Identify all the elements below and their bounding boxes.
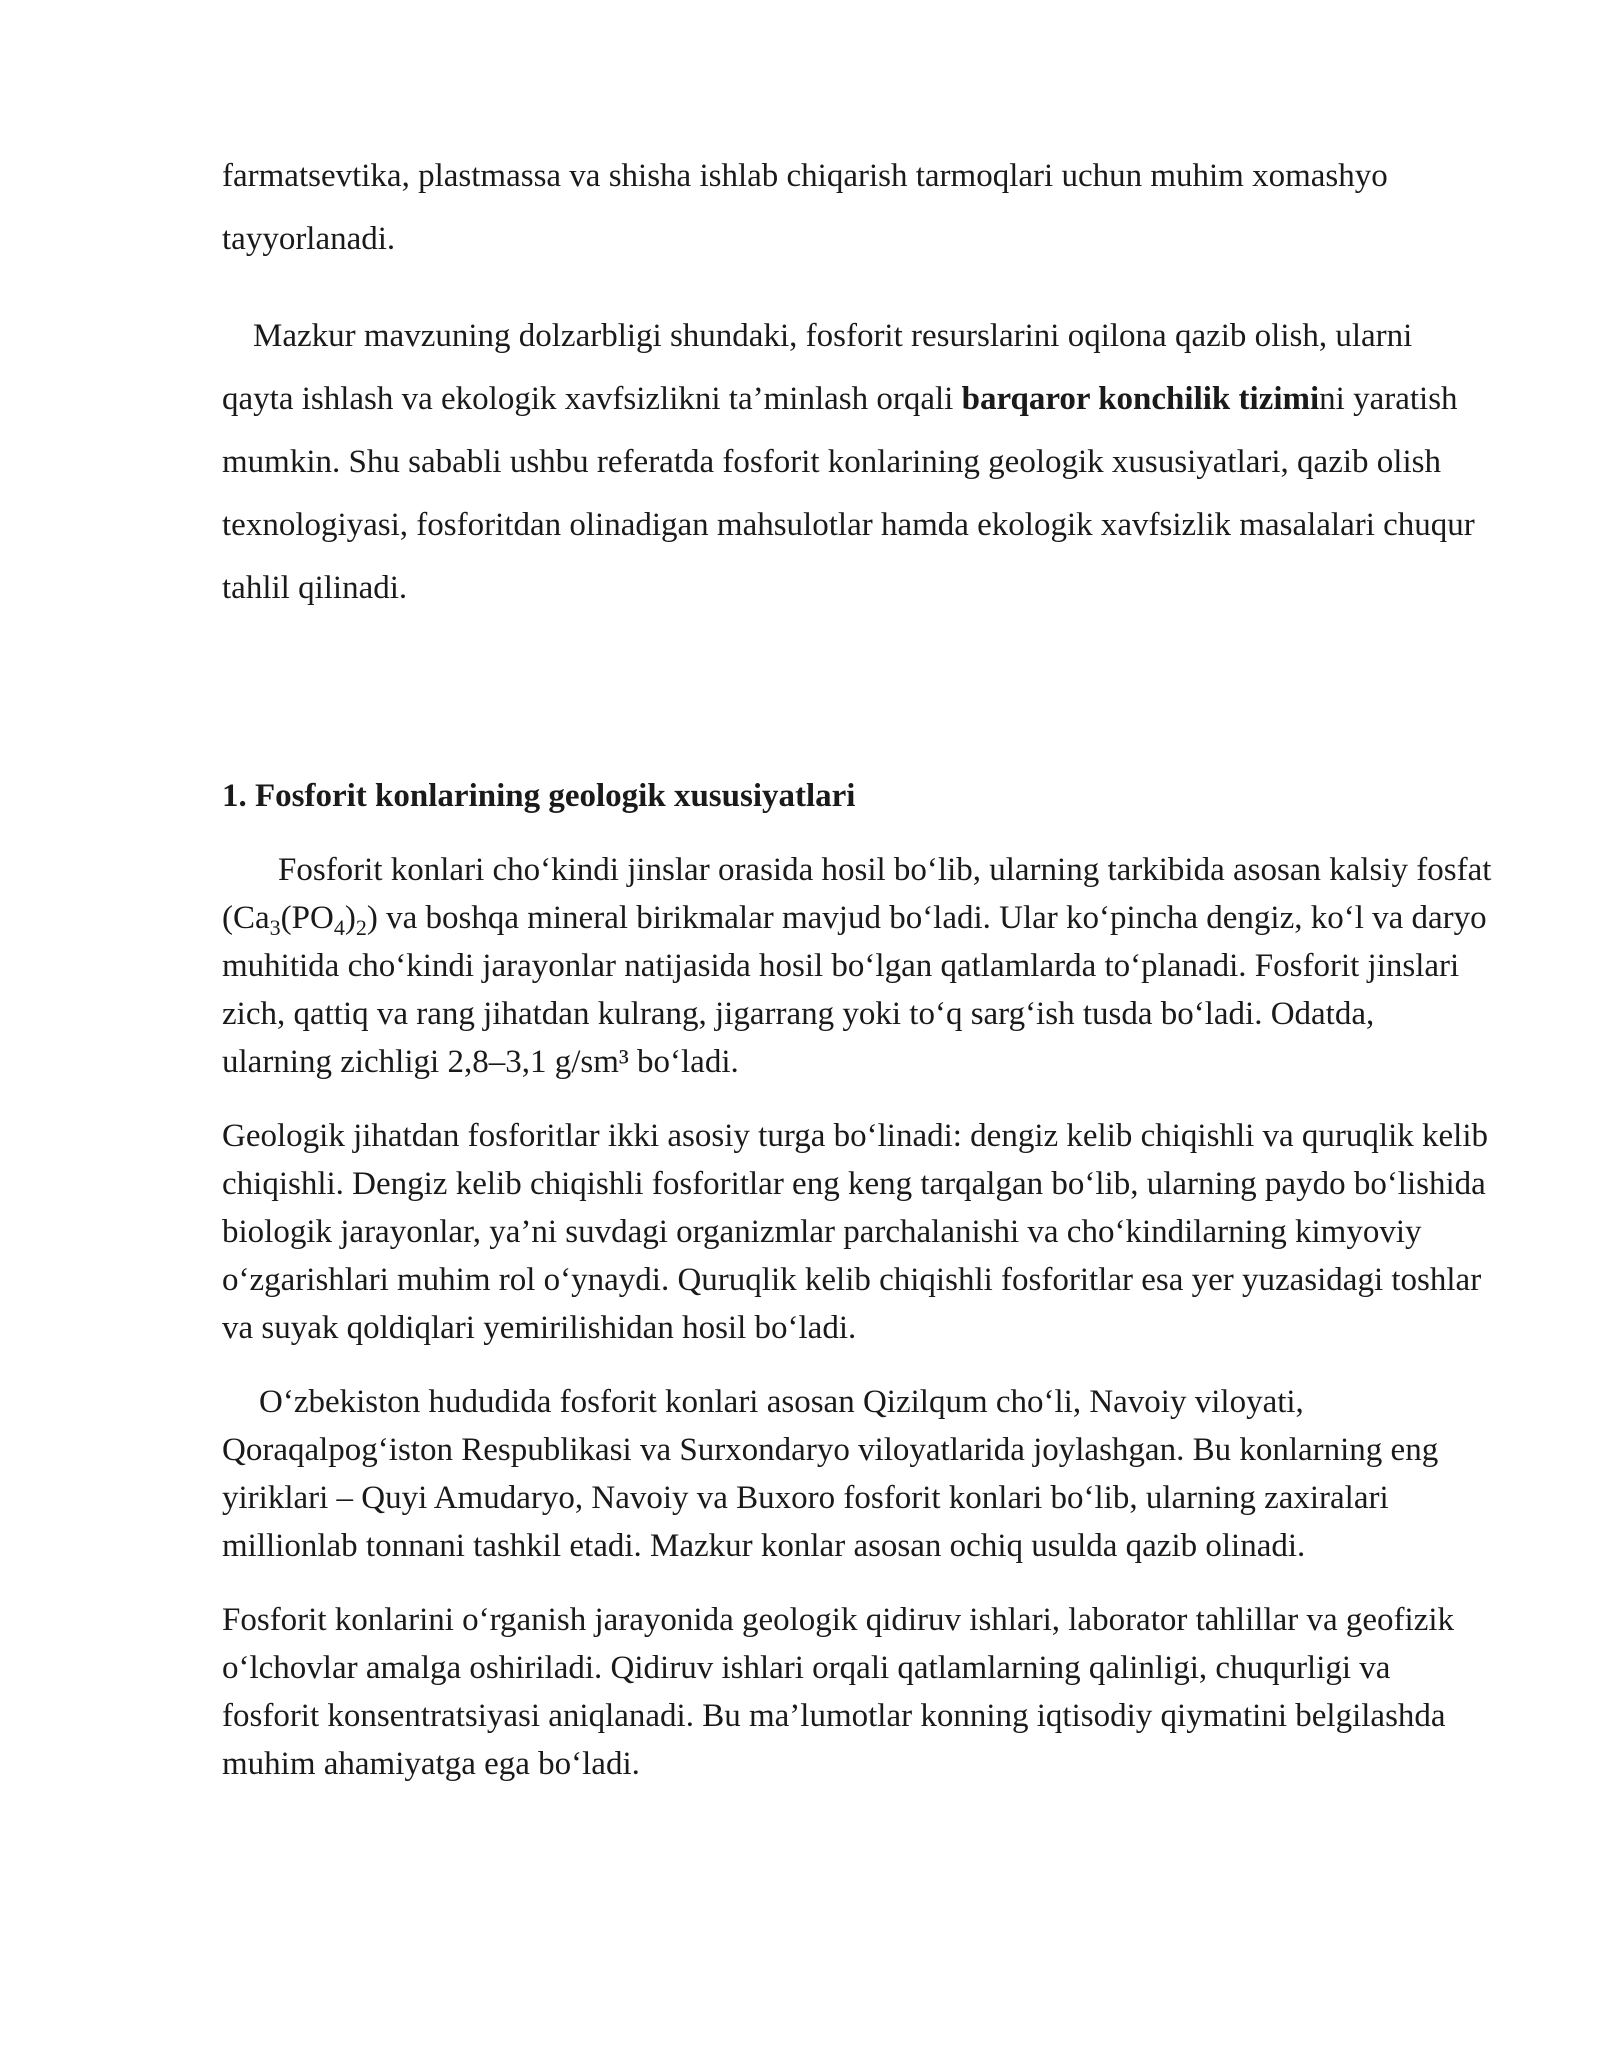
section-paragraph-4: Fosforit konlarini o‘rganish jarayonida geologik qidiruv ishlari, laborator tahlillar va geofizik o‘lchovlar amalga oshiriladi. Qidiruv ishlari orqali qatlamlarning qalinligi, chuqurligi va fosforit konsentratsiyasi aniqlanadi. Bu ma’lumotlar konning iqtisodiy qiymatini belgilashda muhim ahamiyatga ega bo‘ladi. [222,1602,1455,1782]
formula-subscript-po: 4 [333,915,345,940]
formula-subscript-group: 2 [355,915,367,940]
paragraph-1-text-end: ) va boshqa mineral birikmalar mavjud bo‘ladi. Ular ko‘pincha dengiz, ko‘l va daryo muhitida cho‘kindi jarayonlar natijasida hosil bo‘lgan qatlamlarda to‘planadi. Fosforit jinslari zich, qattiq va rang jihatdan kulrang, jigarrang yoki to‘q sarg‘ish tusda bo‘ladi. Odatda, ularning zichligi 2,8–3,1 g/sm³ bo‘ladi. [222,900,1487,1080]
document-page [222,145,1492,1788]
relevance-paragraph [222,305,1492,620]
paragraph-1-text-start: Fosforit konlari cho‘kindi jinslar orasida hosil bo‘lib, ularning tarkibida asosan kalsiy fosfat (Ca [222,852,1492,936]
relevance-text-start: Mazkur mavzuning dolzarbligi shundaki, fosforit resurslarini oqilona qazib olish, ularni qayta ishlash va ekologik xavfsizlikni ta’minlash orqali [222,318,1413,417]
relevance-bold-term: barqaror konchilik tizimi [961,381,1320,417]
section-paragraph-3: O‘zbekiston hududida fosforit konlari asosan Qizilqum cho‘li, Navoiy viloyati, Qoraqalpog‘iston Respublikasi va Surxondaryo viloyatlarida joylashgan. Bu konlarning eng yiriklari – Quyi Amudaryo, Navoiy va Buxoro fosforit konlari bo‘lib, ularning zaxiralari millionlab tonnani tashkil etadi. Mazkur konlar asosan ochiq usulda qazib olinadi. [222,1384,1439,1564]
relevance-text-end: ni yaratish mumkin. Shu sababli ushbu referatda fosforit konlarining geologik xususiyatlari, qazib olish texnologiyasi, fosforitdan olinadigan mahsulotlar hamda ekologik xavfsizlik masalalari chuqur tahlil qilinadi. [222,381,1475,606]
formula-close-paren: ) [344,900,356,936]
section-paragraph-2: Geologik jihatdan fosforitlar ikki asosiy turga bo‘linadi: dengiz kelib chiqishli va quruqlik kelib chiqishli. Dengiz kelib chiqishli fosforitlar eng keng tarqalgan bo‘lib, ularning paydo bo‘lishida biologik jarayonlar, ya’ni suvdagi organizmlar parchalanishi va cho‘kindilarning kimyoviy o‘zgarishlari muhim rol o‘ynaydi. Quruqlik kelib chiqishli fosforitlar esa yer yuzasidagi toshlar va suyak qoldiqlari yemirilishidan hosil bo‘ladi. [222,1118,1488,1346]
formula-subscript-ca: 3 [269,915,281,940]
formula-po-open: (PO [280,900,334,936]
section-paragraph-1 [222,846,1492,1086]
intro-continuation-paragraph: farmatsevtika, plastmassa va shisha ishlab chiqarish tarmoqlari uchun muhim xomashyo tayyorlanadi. [222,158,1388,257]
section-heading: 1. Fosforit konlarining geologik xususiyatlari [222,778,856,814]
